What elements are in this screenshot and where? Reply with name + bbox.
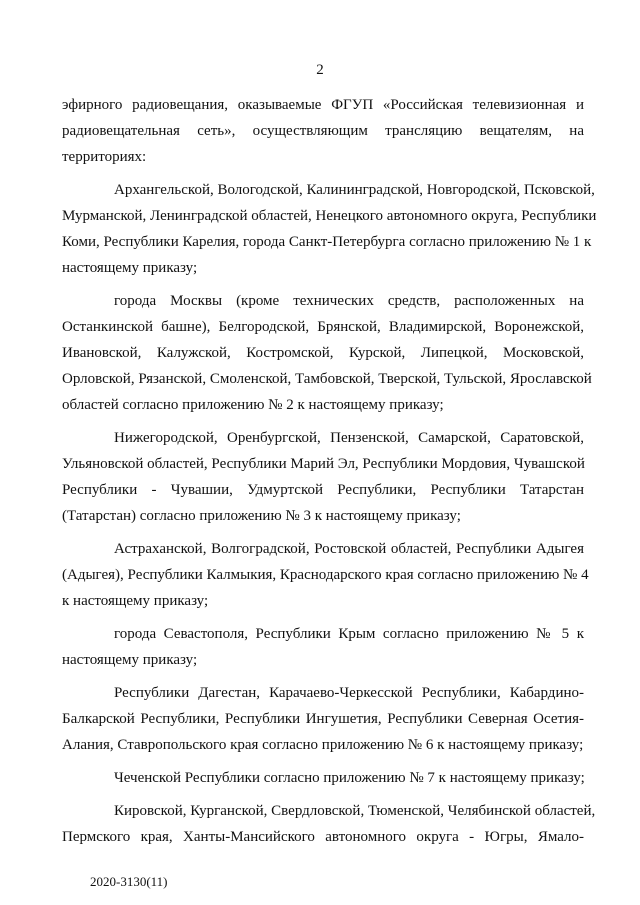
- text-line: Ульяновской областей, Республики Марий Эл, Республики Мордовия, Чувашской: [62, 456, 585, 472]
- paragraph-gap: [62, 791, 584, 798]
- text-line: Республики Дагестан, Карачаево-Черкесской Республики, Кабардино-: [114, 685, 584, 701]
- paragraph: [62, 92, 584, 170]
- paragraph: [62, 536, 589, 614]
- paragraph-gap: [62, 170, 584, 177]
- text-line: Нижегородской, Оренбургской, Пензенской, Самарской, Саратовской,: [114, 430, 584, 446]
- text-line: Кировской, Курганской, Свердловской, Тюменской, Челябинской областей,: [114, 803, 596, 819]
- text-line: Пермского края, Ханты-Мансийского автономного округа - Югры, Ямало-: [62, 829, 584, 845]
- text-line: Балкарской Республики, Республики Ингушетия, Республики Северная Осетия-: [62, 711, 584, 727]
- paragraph-gap: [62, 281, 584, 288]
- paragraph-gap: [62, 614, 584, 621]
- text-line: Архангельской, Вологодской, Калининградской, Новгородской, Псковской,: [114, 182, 595, 198]
- text-line: Ивановской, Калужской, Костромской, Курской, Липецкой, Московской,: [62, 345, 584, 361]
- paragraph: [62, 798, 596, 850]
- text-line: радиовещательная сеть», осуществляющим трансляцию вещателям, на: [62, 123, 584, 139]
- text-line: Коми, Республики Карелия, города Санкт-Петербурга согласно приложению № 1 к: [62, 234, 592, 250]
- paragraph: [62, 680, 584, 758]
- document-code: 2020-3130(11): [90, 874, 168, 889]
- paragraph: [62, 425, 584, 529]
- paragraph-gap: [62, 418, 584, 425]
- text-line: города Севастополя, Республики Крым согласно приложению № 5 к: [114, 626, 584, 642]
- text-line: Мурманской, Ленинградской областей, Ненецкого автономного округа, Республики: [62, 208, 597, 224]
- text-line: эфирного радиовещания, оказываемые ФГУП «Российская телевизионная и: [62, 97, 584, 113]
- text-line: Республики - Чувашии, Удмуртской Республики, Республики Татарстан: [62, 482, 584, 498]
- paragraph: [62, 765, 584, 791]
- text-line: (Татарстан) согласно приложению № 3 к настоящему приказу;: [62, 508, 461, 524]
- text-line: города Москвы (кроме технических средств, расположенных на: [114, 293, 584, 309]
- paragraph: [62, 288, 592, 418]
- text-line: Алания, Ставропольского края согласно приложению № 6 к настоящему приказу;: [62, 737, 584, 753]
- document-body: [62, 92, 597, 850]
- page-number: 2: [316, 62, 324, 78]
- text-line: Чеченской Республики согласно приложению № 7 к настоящему приказу;: [114, 770, 585, 786]
- paragraph-gap: [62, 758, 584, 765]
- text-line: (Адыгея), Республики Калмыкия, Краснодарского края согласно приложению № 4: [62, 567, 589, 583]
- paragraph-gap: [62, 529, 584, 536]
- text-line: настоящему приказу;: [62, 652, 198, 668]
- text-line: территориях:: [62, 149, 147, 165]
- paragraph: [62, 621, 584, 673]
- text-line: Астраханской, Волгоградской, Ростовской областей, Республики Адыгея: [114, 541, 584, 557]
- text-line: к настоящему приказу;: [62, 593, 209, 609]
- text-line: настоящему приказу;: [62, 260, 198, 276]
- text-line: Останкинской башне), Белгородской, Брянской, Владимирской, Воронежской,: [62, 319, 584, 335]
- text-line: Орловской, Рязанской, Смоленской, Тамбовской, Тверской, Тульской, Ярославской: [62, 371, 592, 387]
- paragraph-gap: [62, 673, 584, 680]
- text-line: областей согласно приложению № 2 к настоящему приказу;: [62, 397, 444, 413]
- paragraph: [62, 177, 597, 281]
